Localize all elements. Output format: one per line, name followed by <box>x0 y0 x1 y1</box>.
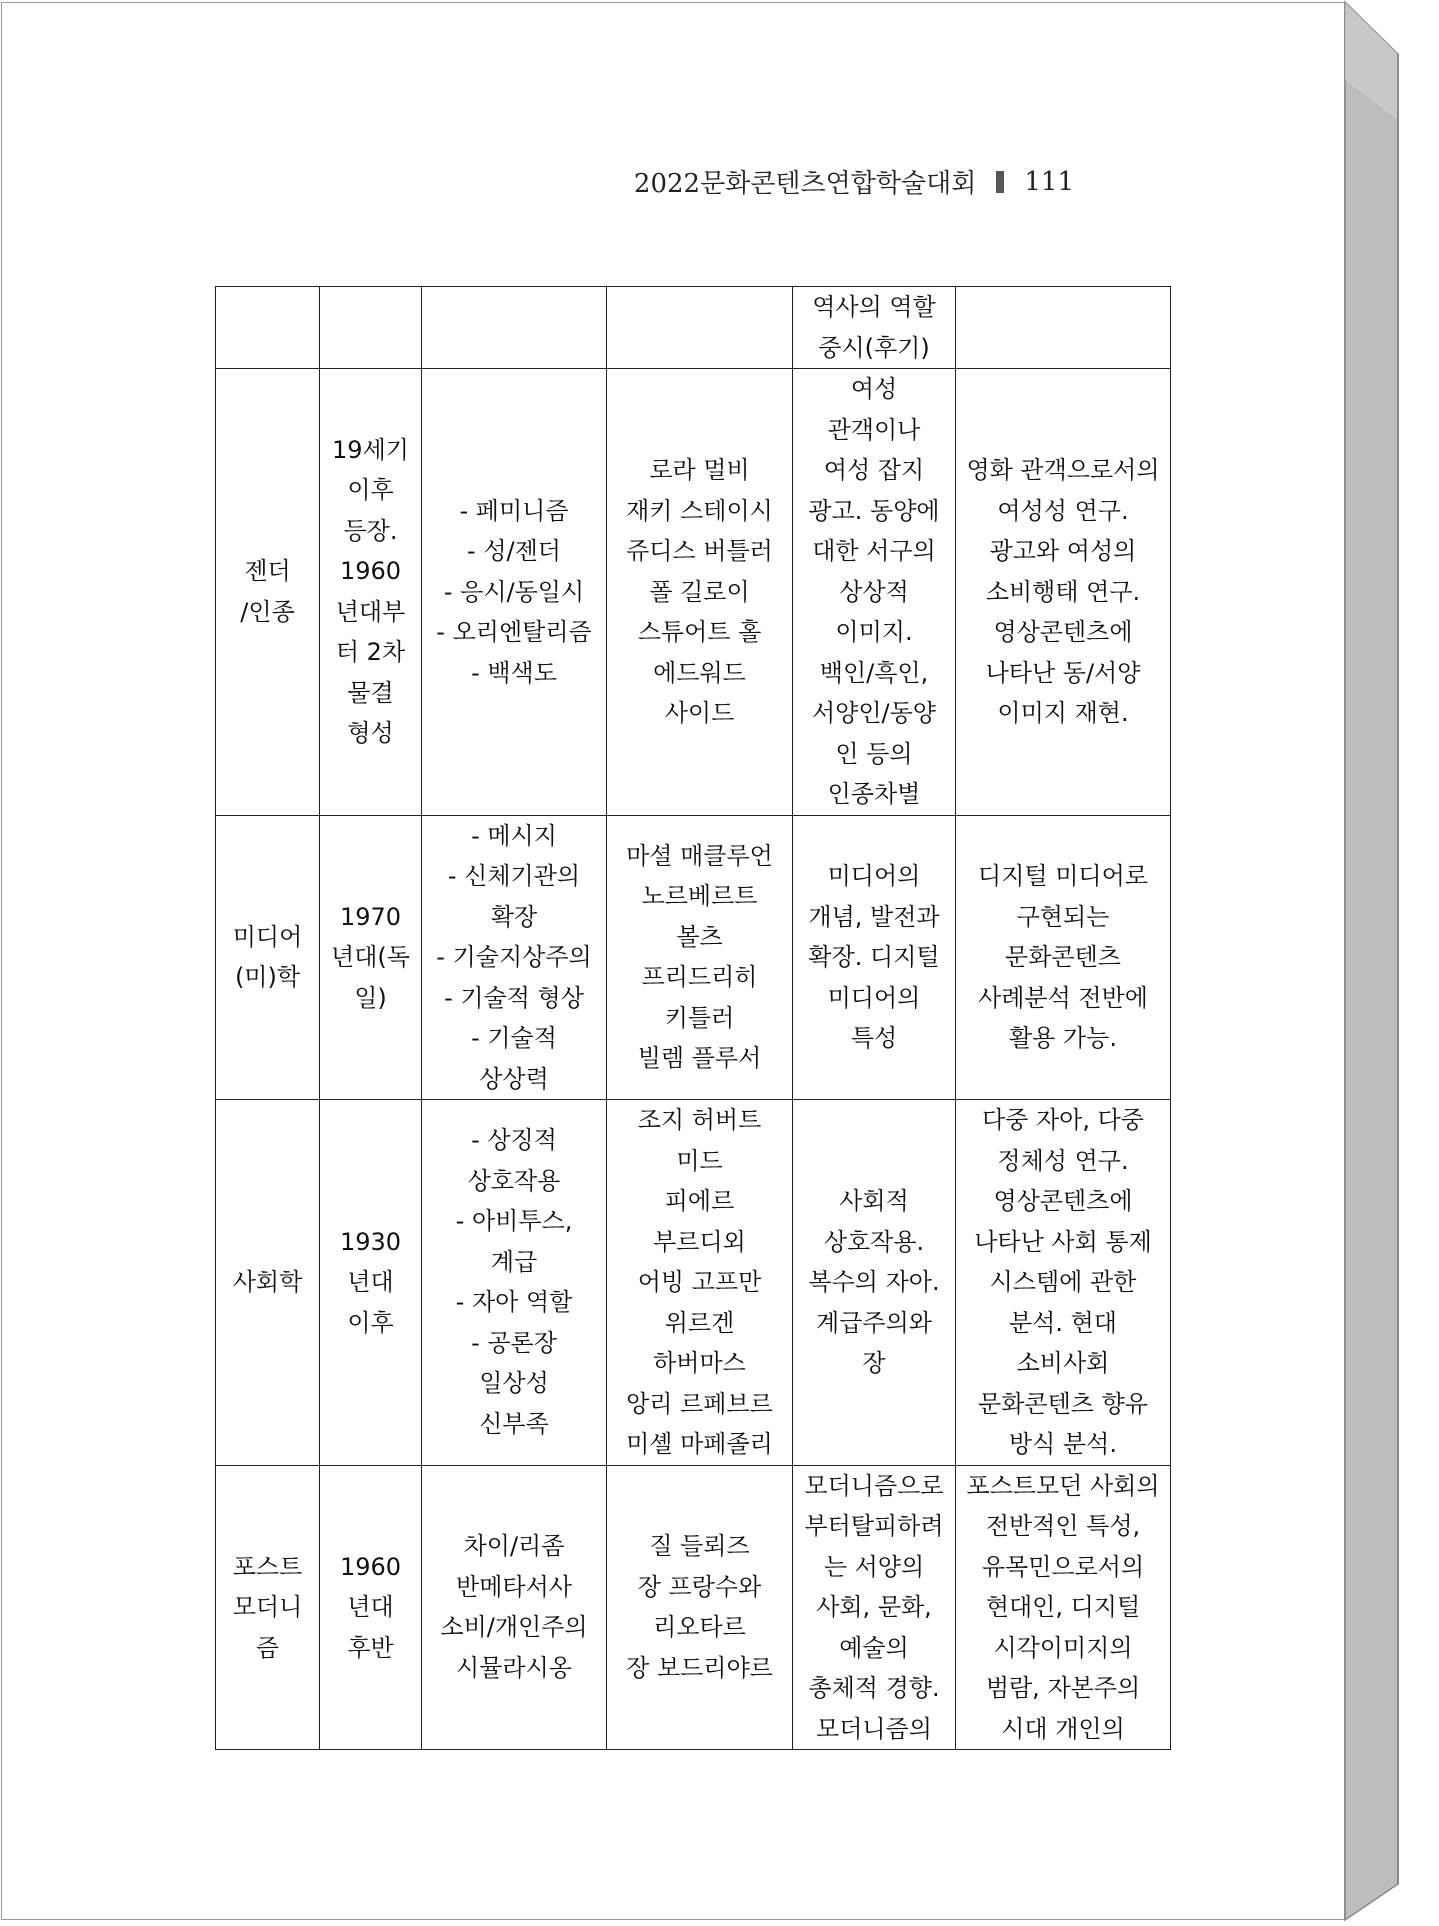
cell-scholars: 조지 허버트 미드 피에르 부르디외 어빙 고프만 위르겐 하버마스 앙리 르페브르 미셸 마페졸리 <box>607 1100 793 1466</box>
cell-application: 영화 관객으로서의 여성성 연구. 광고와 여성의 소비행태 연구. 영상콘텐츠에 나타난 동/서양 이미지 재현. <box>956 369 1171 816</box>
cell-field <box>216 287 320 369</box>
running-header <box>634 163 1074 200</box>
cell-period: 19세기 이후 등장. 1960 년대부 터 2차 물결 형성 <box>320 369 422 816</box>
cell-period <box>320 287 422 369</box>
cell-period: 1960 년대 후반 <box>320 1465 422 1750</box>
cell-concepts: 차이/리좀 반메타서사 소비/개인주의 시뮬라시옹 <box>422 1465 607 1750</box>
cell-period: 1930 년대 이후 <box>320 1100 422 1466</box>
cell-concepts: - 페미니즘 - 성/젠더 - 응시/동일시 - 오리엔탈리즘 - 백색도 <box>422 369 607 816</box>
cell-application: 다중 자아, 다중 정체성 연구. 영상콘텐츠에 나타난 사회 통제 시스템에 관한 분석. 현대 소비사회 문화콘텐츠 향유 방식 분석. <box>956 1100 1171 1466</box>
cell-concepts: - 상징적 상호작용 - 아비투스, 계급 - 자아 역할 - 공론장 일상성 신부족 <box>422 1100 607 1466</box>
table-row <box>216 815 1171 1100</box>
cell-scholars <box>607 287 793 369</box>
cell-concepts <box>422 287 607 369</box>
header-title: 2022문화콘텐츠연합학술대회 <box>633 169 977 199</box>
cell-application: 디지털 미디어로 구현되는 문화콘텐츠 사례분석 전반에 활용 가능. <box>956 815 1171 1100</box>
cell-content: 여성 관객이나 여성 잡지 광고. 동양에 대한 서구의 상상적 이미지. 백인/흑인, 서양인/동양 인 등의 인종차별 <box>793 369 956 816</box>
document-page <box>1 2 1345 1920</box>
cell-application <box>956 287 1171 369</box>
cell-scholars: 로라 멀비 재키 스테이시 쥬디스 버틀러 폴 길로이 스튜어트 홀 에드워드 사이드 <box>607 369 793 816</box>
cell-content: 역사의 역할 중시(후기) <box>793 287 956 369</box>
cell-application: 포스트모던 사회의 전반적인 특성, 유목민으로서의 현대인, 디지털 시각이미지의 범람, 자본주의 시대 개인의 <box>956 1465 1171 1750</box>
cell-content: 미디어의 개념, 발전과 확장. 디지털 미디어의 특성 <box>793 815 956 1100</box>
table-row <box>216 369 1171 816</box>
page-number: 111 <box>1024 166 1074 197</box>
table-row <box>216 1465 1171 1750</box>
header-separator <box>996 171 1004 193</box>
table-row <box>216 287 1171 369</box>
cell-field: 미디어 (미)학 <box>216 815 320 1100</box>
cell-field: 사회학 <box>216 1100 320 1466</box>
table-row <box>216 1100 1171 1466</box>
cell-content: 사회적 상호작용. 복수의 자아. 계급주의와 장 <box>793 1100 956 1466</box>
cell-scholars: 질 들뢰즈 장 프랑수와 리오타르 장 보드리야르 <box>607 1465 793 1750</box>
cell-content: 모더니즘으로 부터탈피하려 는 서양의 사회, 문화, 예술의 총체적 경향. 모더니즘의 <box>793 1465 956 1750</box>
cell-period: 1970 년대(독 일) <box>320 815 422 1100</box>
cell-scholars: 마셜 매클루언 노르베르트 볼츠 프리드리히 키틀러 빌렘 플루서 <box>607 815 793 1100</box>
cell-field: 젠더 /인종 <box>216 369 320 816</box>
theory-table <box>215 286 1171 1750</box>
cell-field: 포스트 모더니 즘 <box>216 1465 320 1750</box>
cell-concepts: - 메시지 - 신체기관의 확장 - 기술지상주의 - 기술적 형상 - 기술적 상상력 <box>422 815 607 1100</box>
